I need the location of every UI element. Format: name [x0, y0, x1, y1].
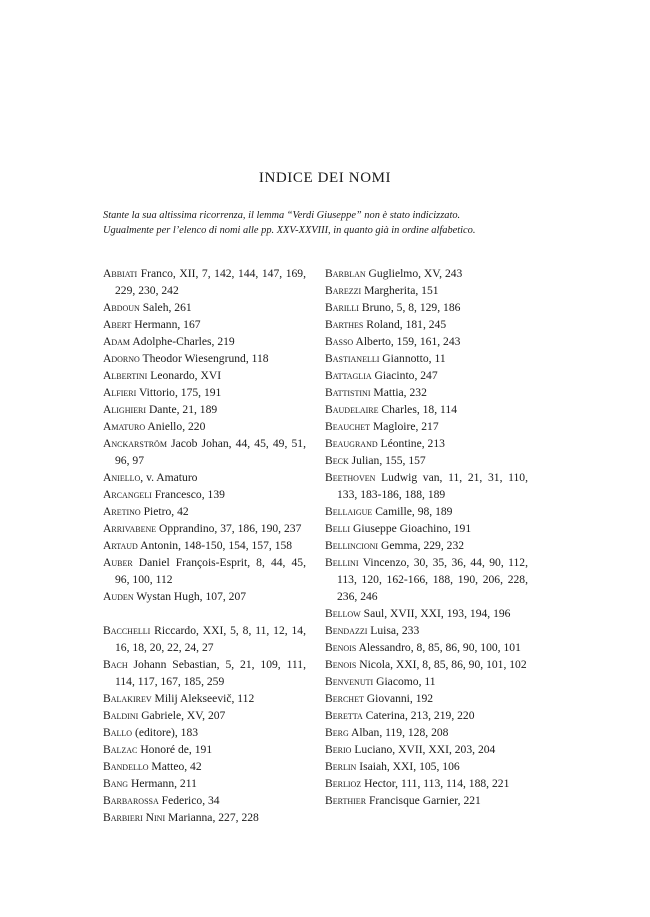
entry-surname: Balakirev	[103, 692, 152, 705]
entry-surname: Baldini	[103, 709, 139, 722]
page-title: INDICE DEI NOMI	[258, 170, 392, 186]
index-entry	[325, 418, 528, 435]
index-entry	[103, 520, 306, 537]
entry-surname: Abbiati	[103, 267, 138, 280]
entry-details: Léontine, 213	[380, 437, 445, 450]
entry-surname: Barbieri Nini	[103, 811, 166, 824]
entry-surname: Basso	[325, 335, 354, 348]
entry-surname: Bastianelli	[325, 352, 380, 365]
index-entry	[325, 333, 528, 350]
index-entry	[325, 384, 528, 401]
entry-details: Leonardo, XVI	[150, 369, 222, 382]
entry-details: Roland, 181, 245	[366, 318, 447, 331]
entry-surname: Berio	[325, 743, 352, 756]
index-note	[103, 208, 563, 238]
entry-surname: Bellow	[325, 607, 361, 620]
entry-details: Gabriele, XV, 207	[141, 709, 226, 722]
index-entry	[325, 673, 528, 690]
entry-surname: Berchet	[325, 692, 364, 705]
index-entry	[103, 350, 306, 367]
entry-surname: Berlin	[325, 760, 357, 773]
index-entry	[325, 350, 528, 367]
index-entry	[325, 537, 528, 554]
entry-details: Alessandro, 8, 85, 86, 90, 100, 101	[358, 641, 521, 654]
entry-details: Giacinto, 247	[374, 369, 438, 382]
index-entry	[103, 707, 306, 724]
entry-surname: Abdoun	[103, 301, 140, 314]
entry-surname: Berlioz	[325, 777, 362, 790]
entry-surname: Berg	[325, 726, 349, 739]
entry-details: Hector, 111, 113, 114, 188, 221	[364, 777, 510, 790]
entry-details: Franco, XII, 7, 142, 144, 147, 169, 229, 230, 242	[115, 267, 306, 297]
entry-surname: Battistini	[325, 386, 371, 399]
index-entry	[103, 469, 306, 486]
entry-details: Mattia, 232	[373, 386, 427, 399]
index-entry	[325, 639, 528, 656]
index-entry	[103, 418, 306, 435]
note-line: Ugualmente per l’elenco di nomi alle pp. XXV-XXVIII, in quanto già in ordine alfabetico.	[103, 225, 476, 236]
index-entry	[325, 367, 528, 384]
entry-details: Margherita, 151	[364, 284, 439, 297]
entry-surname: Anckarström	[103, 437, 167, 450]
entry-details: Giacomo, 11	[376, 675, 436, 688]
index-entry	[103, 724, 306, 741]
index-entry	[103, 809, 306, 826]
entry-details: Milij Alekseevič, 112	[154, 692, 255, 705]
index-entry	[325, 792, 528, 809]
index-entry	[325, 741, 528, 758]
entry-surname: Artaud	[103, 539, 138, 552]
entry-details: Ludwig van, 11, 21, 31, 110, 133, 183-186, 188, 189	[337, 471, 528, 501]
index-entry	[325, 690, 528, 707]
index-entry	[103, 316, 306, 333]
entry-surname: Beethoven	[325, 471, 376, 484]
entry-surname: Beretta	[325, 709, 363, 722]
entry-details: Guglielmo, XV, 243	[368, 267, 463, 280]
index-entry	[103, 299, 306, 316]
entry-surname: Benois	[325, 641, 357, 654]
entry-details: Francisque Garnier, 221	[368, 794, 481, 807]
index-entry	[325, 605, 528, 622]
index-entry	[325, 775, 528, 792]
entry-surname: Barezzi	[325, 284, 362, 297]
index-column-right	[325, 265, 528, 809]
entry-details: Camille, 98, 189	[375, 505, 453, 518]
entry-surname: Benois	[325, 658, 357, 671]
entry-surname: Baudelaire	[325, 403, 379, 416]
entry-details: v. Amaturo	[146, 471, 198, 484]
entry-surname: Adorno	[103, 352, 140, 365]
index-entry	[103, 503, 306, 520]
entry-surname: Bang	[103, 777, 129, 790]
entry-surname: Auber	[103, 556, 133, 569]
note-line: Stante la sua altissima ricorrenza, il lemma “Verdi Giuseppe” non è stato indicizzato.	[103, 210, 461, 221]
entry-surname: Balzac	[103, 743, 138, 756]
entry-surname: Albertini	[103, 369, 148, 382]
entry-details: Opprandino, 37, 186, 190, 237	[159, 522, 302, 535]
entry-surname: Beck	[325, 454, 349, 467]
entry-details: Alban, 119, 128, 208	[351, 726, 449, 739]
entry-details: Marianna, 227, 228	[168, 811, 259, 824]
index-entry	[103, 486, 306, 503]
entry-surname: Bellini	[325, 556, 359, 569]
index-entry	[103, 435, 306, 469]
entry-details: Giovanni, 192	[366, 692, 434, 705]
index-column-left	[103, 265, 306, 826]
entry-details: Giannotto, 11	[382, 352, 446, 365]
entry-details: Riccardo, XXI, 5, 8, 11, 12, 14, 16, 18, 20, 22, 24, 27	[115, 624, 306, 654]
entry-details: Johann Sebastian, 5, 21, 109, 111, 114, 117, 167, 185, 259	[115, 658, 306, 688]
entry-details: Julian, 155, 157	[351, 454, 426, 467]
index-entry	[325, 265, 528, 282]
entry-surname: Alfieri	[103, 386, 137, 399]
entry-details: Antonin, 148-150, 154, 157, 158	[140, 539, 293, 552]
entry-surname: Alighieri	[103, 403, 147, 416]
entry-details: Federico, 34	[161, 794, 220, 807]
entry-details: Matteo, 42	[151, 760, 202, 773]
index-entry	[103, 401, 306, 418]
entry-surname: Arrivabene	[103, 522, 157, 535]
entry-details: Gemma, 229, 232	[380, 539, 465, 552]
entry-details: Isaiah, XXI, 105, 106	[359, 760, 460, 773]
index-entry	[103, 367, 306, 384]
entry-surname: Barthes	[325, 318, 364, 331]
index-entry	[325, 554, 528, 605]
entry-details: Wystan Hugh, 107, 207	[136, 590, 247, 603]
entry-surname: Bacchelli	[103, 624, 151, 637]
index-entry	[325, 656, 528, 673]
index-entry	[103, 265, 306, 299]
index-entry	[103, 792, 306, 809]
index-entry	[103, 690, 306, 707]
entry-details: Dante, 21, 189	[148, 403, 218, 416]
entry-details: Luisa, 233	[370, 624, 420, 637]
entry-details: Saul, XVII, XXI, 193, 194, 196	[363, 607, 511, 620]
index-entry	[325, 316, 528, 333]
index-entry	[103, 384, 306, 401]
entry-details: Caterina, 213, 219, 220	[365, 709, 475, 722]
index-entry	[325, 282, 528, 299]
index-entry	[103, 333, 306, 350]
entry-details: Honoré de, 191	[140, 743, 213, 756]
index-entry	[103, 554, 306, 588]
entry-surname: Bellincioni	[325, 539, 379, 552]
entry-details: Pietro, 42	[143, 505, 189, 518]
entry-details: Luciano, XVII, XXI, 203, 204	[354, 743, 496, 756]
index-entry	[325, 520, 528, 537]
entry-details: Saleh, 261	[142, 301, 192, 314]
index-entry	[103, 656, 306, 690]
entry-surname: Barilli	[325, 301, 359, 314]
entry-details: Adolphe-Charles, 219	[132, 335, 235, 348]
entry-details: Vincenzo, 30, 35, 36, 44, 90, 112, 113, 120, 162-166, 188, 190, 206, 228, 236, 246	[337, 556, 528, 603]
entry-surname: Barblan	[325, 267, 366, 280]
entry-details: Theodor Wiesengrund, 118	[142, 352, 269, 365]
entry-details: Hermann, 211	[130, 777, 197, 790]
index-entry	[103, 758, 306, 775]
index-entry	[325, 469, 528, 503]
entry-surname: Benvenuti	[325, 675, 374, 688]
entry-details: Hermann, 167	[134, 318, 201, 331]
index-entry	[325, 503, 528, 520]
entry-details: Vittorio, 175, 191	[138, 386, 222, 399]
entry-surname: Bandello	[103, 760, 149, 773]
index-entry	[103, 622, 306, 656]
entry-details: (editore), 183	[134, 726, 199, 739]
entry-surname: Battaglia	[325, 369, 372, 382]
index-entry	[325, 724, 528, 741]
index-entry	[103, 588, 306, 605]
entry-details: Aniello, 220	[147, 420, 206, 433]
entry-details: Jacob Johan, 44, 45, 49, 51, 96, 97	[115, 437, 306, 467]
index-entry	[103, 775, 306, 792]
entry-surname: Adam	[103, 335, 131, 348]
entry-surname: Bellaigue	[325, 505, 373, 518]
entry-details: Alberto, 159, 161, 243	[355, 335, 461, 348]
entry-surname: Abert	[103, 318, 132, 331]
entry-surname: Beaugrand	[325, 437, 378, 450]
entry-details: Bruno, 5, 8, 129, 186	[361, 301, 461, 314]
index-entry	[103, 741, 306, 758]
entry-details: Magloire, 217	[372, 420, 439, 433]
entry-details: Francesco, 139	[154, 488, 225, 501]
entry-surname: Auden	[103, 590, 134, 603]
entry-surname: Bendazzi	[325, 624, 368, 637]
entry-surname: Ballo	[103, 726, 133, 739]
entry-surname: Amaturo	[103, 420, 146, 433]
entry-surname: Bach	[103, 658, 128, 671]
entry-surname: Berthier	[325, 794, 367, 807]
index-entry	[103, 537, 306, 554]
entry-surname: Barbarossa	[103, 794, 159, 807]
index-entry	[325, 401, 528, 418]
entry-surname: Aretino	[103, 505, 141, 518]
index-entry	[325, 707, 528, 724]
entry-details: Giuseppe Gioachino, 191	[352, 522, 472, 535]
entry-details: Nicola, XXI, 8, 85, 86, 90, 101, 102	[359, 658, 527, 671]
index-entry	[325, 435, 528, 452]
index-entry	[325, 452, 528, 469]
entry-surname: Arcangeli	[103, 488, 152, 501]
entry-surname: Beauchet	[325, 420, 371, 433]
entry-surname: Belli	[325, 522, 351, 535]
index-entry	[325, 758, 528, 775]
entry-details: Charles, 18, 114	[381, 403, 457, 416]
index-entry	[325, 299, 528, 316]
entry-surname: Aniello,	[103, 471, 144, 484]
entry-details: Daniel François-Esprit, 8, 44, 45, 96, 100, 112	[115, 556, 306, 586]
index-entry	[325, 622, 528, 639]
